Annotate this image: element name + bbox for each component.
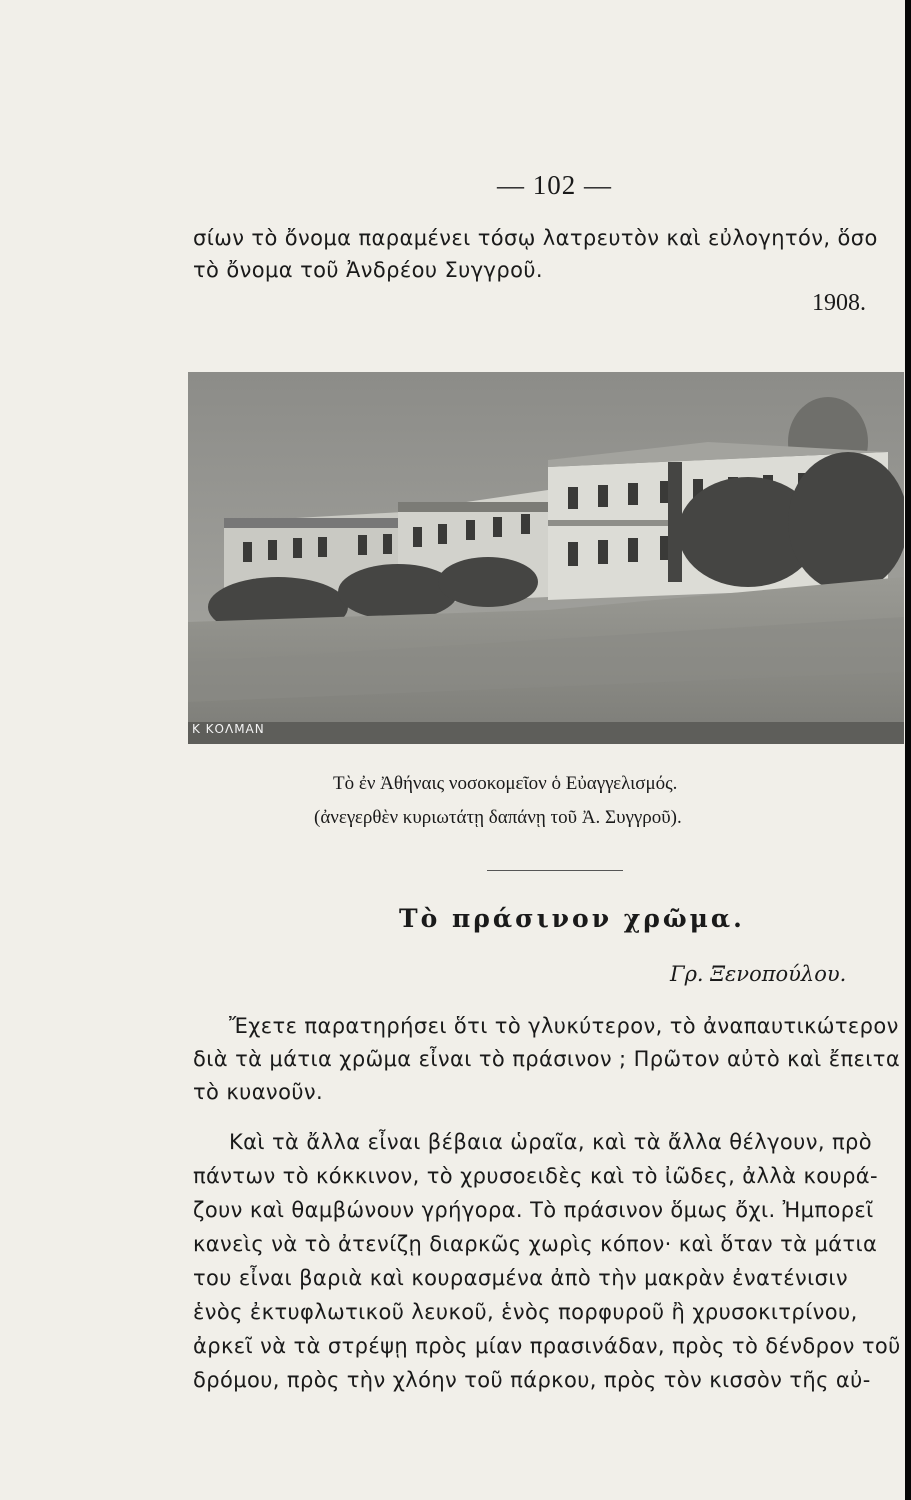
body-line-5: πάντων τὸ κόκκινον, τὸ χρυσοειδὲς καὶ τὸ ἰῶδες, ἀλλὰ κουρά- [193,1164,879,1188]
article-title: Τὸ πράσινον χρῶμα. [399,904,745,933]
body-line-11: δρόμου, πρὸς τὴν χλόην τοῦ πάρκου, πρὸς τὸν κισσὸν τῆς αὐ- [193,1368,871,1392]
intro-line-2: τὸ ὄνομα τοῦ Ἀνδρέου Συγγροῦ. [193,258,543,282]
body-line-7: κανεὶς νὰ τὸ ἀτενίζῃ διαρκῶς χωρὶς κόπον· καὶ ὅταν τὰ μάτια [193,1232,878,1256]
body-line-1: Ἔχετε παρατηρήσει ὅτι τὸ γλυκύτερον, τὸ ἀναπαυτικώτερον [229,1014,899,1038]
intro-line-1: σίων τὸ ὄνομα παραμένει τόσῳ λατρευτὸν καὶ εὐλογητόν, ὅσο [193,226,878,250]
caption-line-1: Τὸ ἐν Ἀθήναις νοσοκομεῖον ὁ Εὐαγγελισμός. [333,773,678,794]
body-line-10: ἀρκεῖ νὰ τὰ στρέψῃ πρὸς μίαν πρασινάδαν, πρὸς τὸ δένδρον τοῦ [193,1334,901,1358]
year-label: 1908. [812,290,866,316]
caption-line-2: (ἀνεγερθὲν κυριωτάτῃ δαπάνῃ τοῦ Ἀ. Συγγροῦ). [314,807,682,828]
body-line-9: ἑνὸς ἐκτυφλωτικοῦ λευκοῦ, ἑνὸς πορφυροῦ ἢ χρυσοκιτρίνου, [193,1300,858,1324]
hospital-photo [188,372,904,744]
page-number: — 102 — [497,170,612,200]
body-line-4: Καὶ τὰ ἄλλα εἶναι βέβαια ὡραῖα, καὶ τὰ ἄλλα θέλγουν, πρὸ [229,1130,872,1154]
article-author: Γρ. Ξενοπούλου. [670,962,847,986]
hospital-building-image [188,372,904,744]
body-line-3: τὸ κυανοῦν. [193,1080,324,1104]
body-line-6: ζουν καὶ θαμβώνουν γρήγορα. Τὸ πράσινον ὅμως ὄχι. Ἠμπορεῖ [193,1198,874,1222]
photo-credit: Κ ΚΟΛΜΑΝ [192,722,265,736]
section-divider [487,870,623,871]
body-line-2: διὰ τὰ μάτια χρῶμα εἶναι τὸ πράσινον ; Πρῶτον αὐτὸ καὶ ἔπειτα [193,1047,901,1071]
body-line-8: του εἶναι βαριὰ καὶ κουρασμένα ἀπὸ τὴν μακρὰν ἐνατένισιν [193,1266,848,1290]
